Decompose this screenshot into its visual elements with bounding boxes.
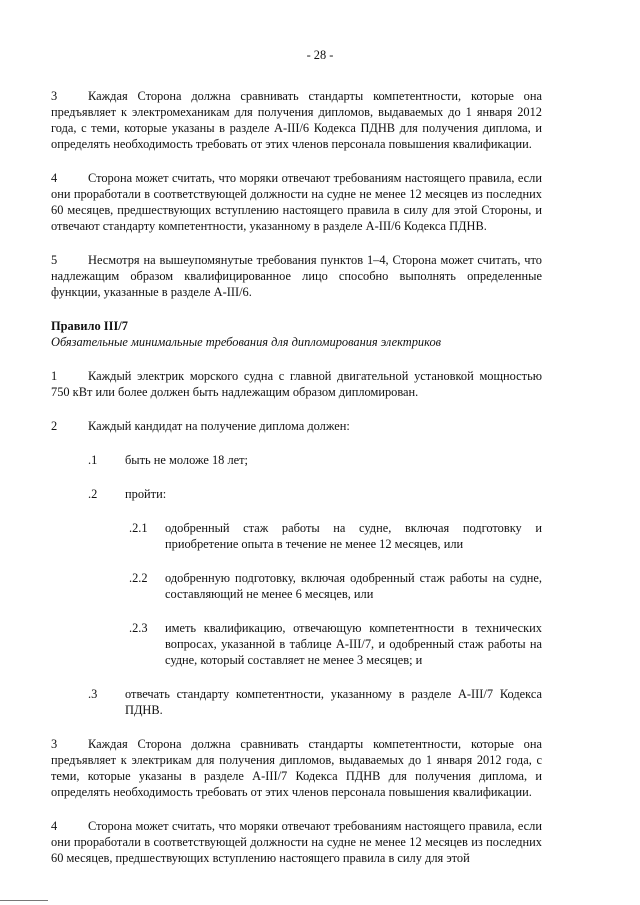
paragraph [51, 170, 542, 234]
sub-list-item-number: .2.3 [129, 621, 148, 635]
paragraph [51, 818, 542, 866]
list-item-text: пройти: [125, 487, 167, 501]
sub-list-item [51, 520, 542, 552]
paragraph-number: 3 [51, 737, 58, 751]
document-body [51, 88, 542, 884]
paragraph-text: Каждый кандидат на получение диплома должен: [88, 419, 350, 433]
list-item [51, 452, 542, 468]
sub-list-item-text: иметь квалификацию, отвечающую компетентности в технических вопросах, указанной в таблице A-III/7, и одобренный стаж работы на судне, который составляет не менее 3 месяцев; и [165, 621, 542, 667]
list-item-number: .1 [88, 453, 98, 467]
paragraph-text: Каждая Сторона должна сравнивать стандарты компетентности, которые она предъявляет к электромеханикам для получения дипломов, выдаваемых до 1 января 2012 года, с теми, которые указаны в разделе A-III/6 Кодекса ПДНВ для получения диплома, и определять необходимость требовать от этих членов персонала повышения квалификации. [51, 89, 542, 151]
sub-list-item-number: .2.2 [129, 571, 148, 585]
paragraph-text: Сторона может считать, что моряки отвечают требованиям настоящего правила, если они проработали в соответствующей должности на судне не менее 12 месяцев из последних 60 месяцев, предшествующих вступлению настоящего правила в силу для этой [51, 819, 542, 865]
paragraph [51, 736, 542, 800]
sub-list-item-number: .2.1 [129, 521, 148, 535]
paragraph-text: Несмотря на вышеупомянутые требования пунктов 1–4, Сторона может считать, что надлежащим образом квалифицированное лицо способно выполнять определенные функции, указанные в разделе A-III/6. [51, 253, 542, 299]
sub-list-item [51, 620, 542, 668]
list-item-text: отвечать стандарту компетентности, указанному в разделе A-III/7 Кодекса ПДНВ. [125, 687, 542, 717]
rule-subtitle: Обязательные минимальные требования для дипломирования электриков [51, 335, 442, 349]
paragraph-text: Сторона может считать, что моряки отвечают требованиям настоящего правила, если они проработали в соответствующей должности на судне не менее 12 месяцев из последних 60 месяцев, предшествующих вступлению настоящего правила в силу для этой Стороны, и отвечают стандарту компетентности, указанному в разделе A-III/6 Кодекса ПДНВ. [51, 171, 542, 233]
paragraph [51, 368, 542, 400]
paragraph-text: Каждая Сторона должна сравнивать стандарты компетентности, которые она предъявляет к электрикам для получения дипломов, выдаваемых до 1 января 2012 года, с теми, которые указаны в разделе A-III/7 Кодекса ПДНВ для получения диплома, и определять необходимость требовать от этих членов персонала повышения квалификации. [51, 737, 542, 799]
page-number: - 28 - [306, 48, 334, 62]
paragraph [51, 88, 542, 152]
list-item-text: быть не моложе 18 лет; [125, 453, 248, 467]
paragraph [51, 418, 542, 434]
list-item-number: .2 [88, 487, 98, 501]
paragraph-number: 4 [51, 819, 58, 833]
paragraph-number: 2 [51, 419, 58, 433]
paragraph [51, 252, 542, 300]
paragraph-number: 1 [51, 369, 58, 383]
paragraph-number: 5 [51, 253, 58, 267]
list-item [51, 486, 542, 502]
sub-list-item [51, 570, 542, 602]
paragraph-number: 4 [51, 171, 58, 185]
list-item [51, 686, 542, 718]
rule-title: Правило III/7 [51, 319, 128, 333]
sub-list-item-text: одобренную подготовку, включая одобренный стаж работы на судне, составляющий не менее 6 месяцев, или [165, 571, 542, 601]
sub-list-item-text: одобренный стаж работы на судне, включая подготовку и приобретение опыта в течение не менее 12 месяцев, или [165, 521, 542, 551]
list-item-number: .3 [88, 687, 98, 701]
paragraph-text: Каждый электрик морского судна с главной двигательной установкой мощностью 750 кВт или более должен быть надлежащим образом дипломирован. [51, 369, 542, 399]
paragraph-number: 3 [51, 89, 58, 103]
scan-edge-line [0, 900, 48, 901]
